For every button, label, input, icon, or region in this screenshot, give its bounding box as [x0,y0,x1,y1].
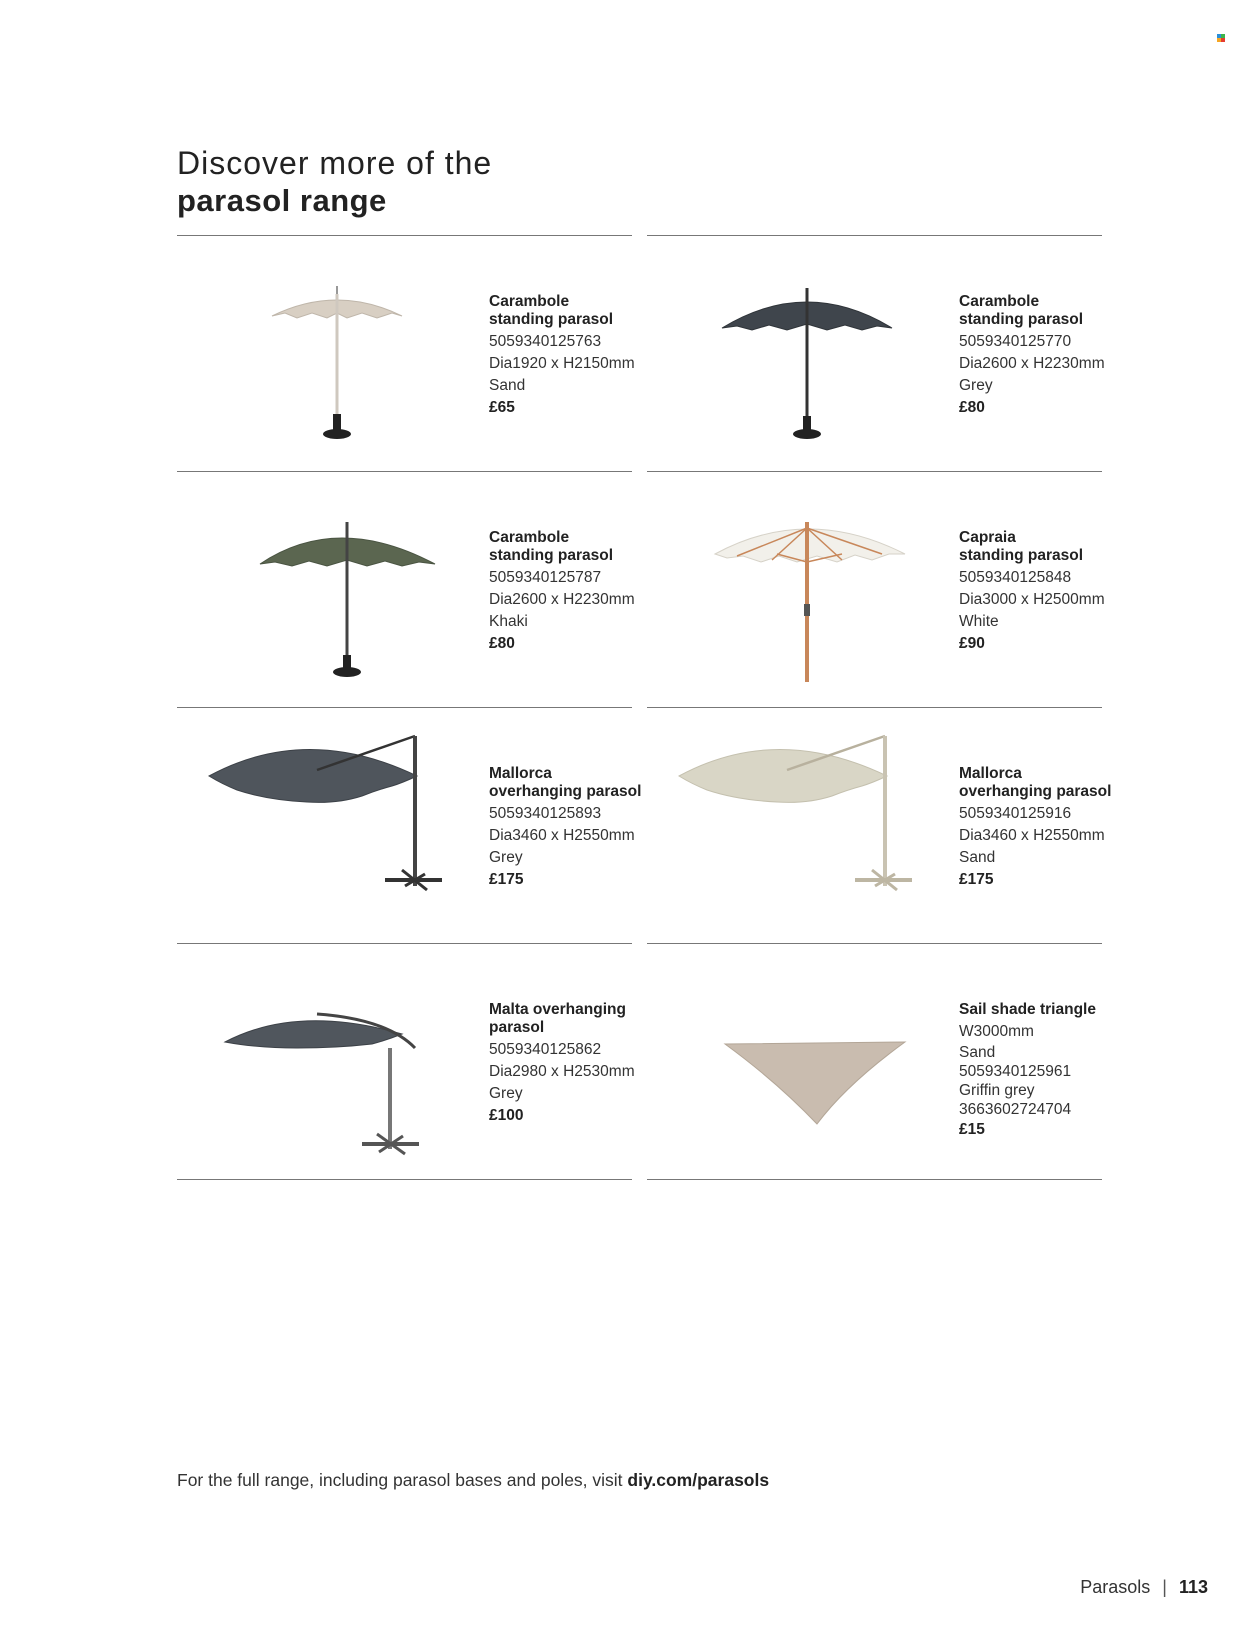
product-price: £175 [489,871,524,888]
footer-separator: | [1162,1577,1167,1597]
product-price: £90 [959,635,985,652]
heading-line-2: parasol range [177,183,387,218]
overhanging-parasol-sand-image [667,728,927,928]
product-price: £100 [489,1107,524,1124]
product-code: 5059340125961 [959,1063,1072,1080]
product-name: Carambole standing parasol [489,293,614,328]
brand-logo-mark [1217,34,1225,42]
product-size: W3000mm [959,1023,1034,1040]
product-card[interactable] [647,235,1105,472]
product-colour: Sand [489,377,526,394]
product-size: Dia2980 x H2530mm [489,1063,635,1080]
sail-shade-image [667,964,927,1164]
product-colour: Grey [489,849,523,866]
parasol-khaki-image [197,492,457,692]
product-size: Dia3000 x H2500mm [959,591,1105,608]
parasol-sand-image [197,256,457,456]
product-name: Carambole standing parasol [959,293,1084,328]
product-size: Dia1920 x H2150mm [489,355,635,372]
product-name: Sail shade triangle [959,1001,1096,1018]
product-card[interactable] [177,943,635,1180]
product-price: £175 [959,871,994,888]
divider [647,1179,1102,1180]
product-code: 3663602724704 [959,1101,1072,1118]
product-colour: Grey [489,1085,523,1102]
product-size: Dia3460 x H2550mm [489,827,635,844]
parasol-grey-image [667,256,927,456]
product-code: 5059340125787 [489,569,602,586]
product-name: Mallorca overhanging parasol [959,765,1112,800]
footer-note [177,1470,769,1491]
product-code: 5059340125893 [489,805,602,822]
product-name: Mallorca overhanging parasol [489,765,642,800]
divider [177,1179,632,1180]
footer-link[interactable]: diy.com/parasols [627,1470,770,1490]
product-price: £80 [959,399,985,416]
product-price: £65 [489,399,515,416]
product-info [959,765,1159,891]
product-code: 5059340125763 [489,333,602,350]
product-card[interactable] [647,471,1105,708]
section-name: Parasols [1080,1577,1151,1597]
product-code: 5059340125916 [959,805,1072,822]
product-code: 5059340125862 [489,1041,602,1058]
product-card[interactable] [177,707,642,944]
footer-text: For the full range, including parasol bases and poles, visit [177,1470,628,1490]
product-card[interactable] [177,235,635,472]
product-card[interactable] [647,943,1102,1180]
parasol-white-image [667,492,927,692]
product-colour: Grey [959,377,993,394]
product-colour: Sand [959,1044,996,1061]
overhanging-parasol-grey-image [197,728,457,928]
product-colour: Sand [959,849,996,866]
product-info [959,293,1159,419]
page-number: 113 [1178,1577,1208,1597]
malta-parasol-grey-image [197,964,457,1164]
product-card[interactable] [647,707,1112,944]
heading-line-1: Discover more of the [177,145,493,181]
product-size: Dia2600 x H2230mm [959,355,1105,372]
product-info [959,1001,1159,1141]
product-card[interactable] [177,471,635,708]
page-footer [1080,1577,1208,1598]
product-name: Capraia standing parasol [959,529,1084,564]
product-code: 5059340125770 [959,333,1072,350]
product-info [959,529,1159,655]
product-colour: White [959,613,999,630]
product-name: Malta overhanging parasol [489,1001,626,1036]
product-colour: Khaki [489,613,528,630]
page-heading [177,144,492,220]
product-code: 5059340125848 [959,569,1072,586]
product-size: Dia2600 x H2230mm [489,591,635,608]
product-price: £80 [489,635,515,652]
product-price: £15 [959,1121,985,1138]
product-name: Carambole standing parasol [489,529,614,564]
product-size: Dia3460 x H2550mm [959,827,1105,844]
product-colour: Griffin grey [959,1082,1035,1099]
